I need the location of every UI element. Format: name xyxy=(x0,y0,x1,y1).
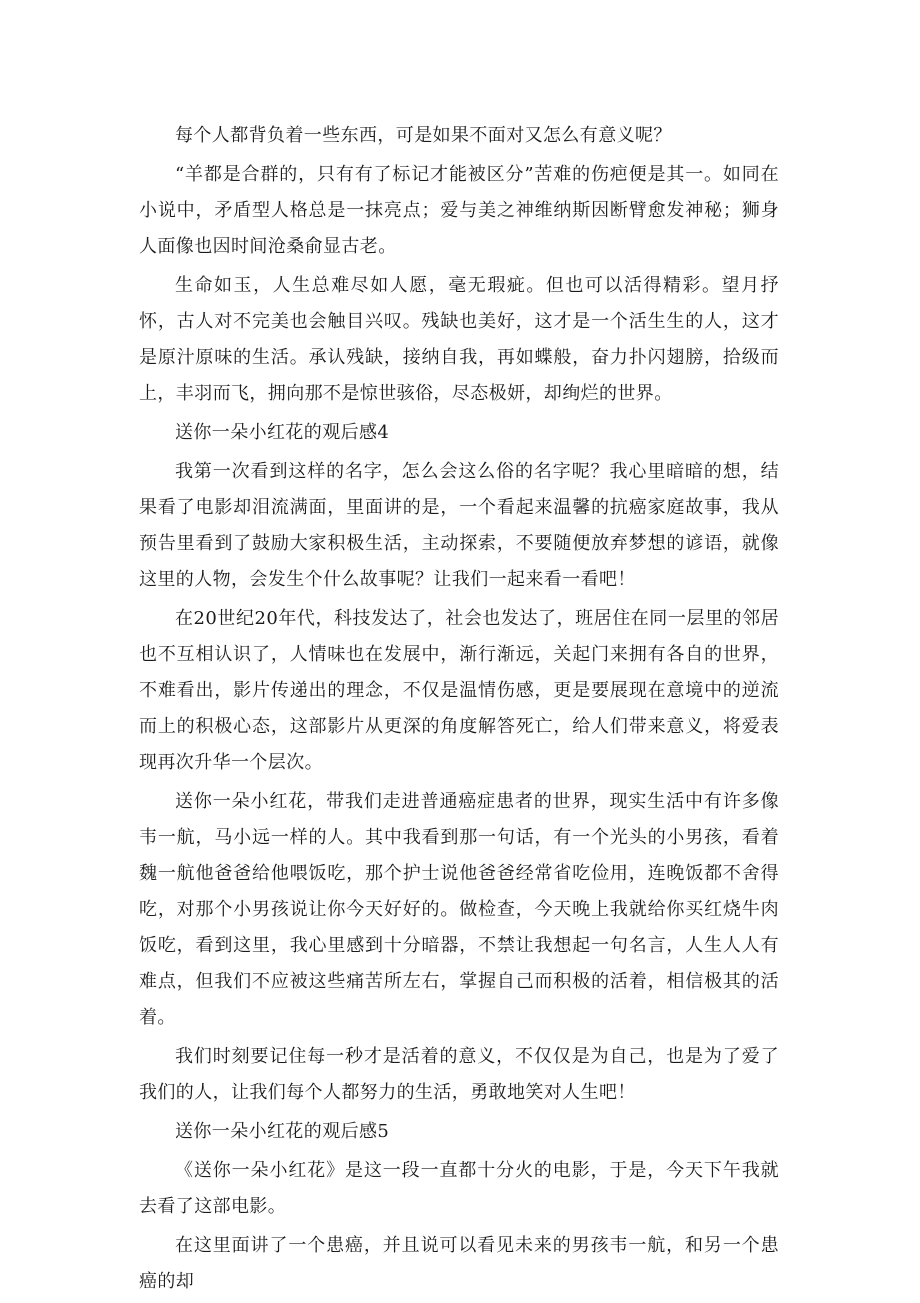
section-heading: 送你一朵小红花的观后感5 xyxy=(175,1121,390,1142)
paragraph: 生命如玉，人生总难尽如人愿，毫无瑕疵。但也可以活得精彩。望月抒怀，古人对不完美也会触目兴叹。残缺也美好，这才是一个活生生的人，这才是原汁原味的生活。承认残缺，接纳自我，再如蝶般，奋力扑闪翅膀，拾级而上，丰羽而飞，拥向那不是惊世骇俗，尽态极妍，却绚烂的世界。 xyxy=(139,275,779,404)
paragraph: 每个人都背负着一些东西，可是如果不面对又怎么有意义呢？ xyxy=(175,125,672,146)
paragraph: 在20世纪20年代，科技发达了，社会也发达了，班居住在同一层里的邻居也不互相认识了，人情味也在发展中，渐行渐远，关起门来拥有各自的世界，不难看出，影片传递出的理念，不仅是温情伤感，更是要展现在意境中的逆流而上的积极心态，这部影片从更深的角度解答死亡，给人们带来意义，将爱表现再次升华一个层次。 xyxy=(139,608,779,773)
paragraph: 我第一次看到这样的名字，怎么会这么俗的名字呢？我心里暗暗的想，结果看了电影却泪流满面，里面讲的是，一个看起来温馨的抗癌家庭故事，我从预告里看到了鼓励大家积极生活，主动探索，不要随便放弃梦想的谚语，就像这里的人物，会发生个什么故事呢？让我们一起来看一看吧！ xyxy=(139,461,779,590)
paragraph: 我们时刻要记住每一秒才是活着的意义，不仅仅是为自己，也是为了爱了我们的人，让我们每个人都努力的生活，勇敢地笑对人生吧！ xyxy=(139,1046,779,1103)
document-body xyxy=(139,118,779,1303)
section-heading: 送你一朵小红花的观后感4 xyxy=(175,422,390,443)
paragraph: 在这里面讲了一个患癌，并且说可以看见未来的男孩韦一航，和另一个患癌的却 xyxy=(139,1235,779,1292)
paragraph: 送你一朵小红花，带我们走进普通癌症患者的世界，现实生活中有许多像韦一航，马小远一样的人。其中我看到那一句话，有一个光头的小男孩，看着魏一航他爸爸给他喂饭吃，那个护士说他爸爸经常省吃俭用，连晚饭都不舍得吃，对那个小男孩说让你今天好好的。做检查，今天晚上我就给你买红烧牛肉饭吃，看到这里，我心里感到十分暗器，不禁让我想起一句名言，人生人人有难点，但我们不应被这些痛苦所左右，掌握自己而积极的活着，相信极其的活着。 xyxy=(139,791,779,1028)
paragraph: “羊都是合群的，只有有了标记才能被区分”苦难的伤疤便是其一。如同在小说中，矛盾型人格总是一抹亮点；爱与美之神维纳斯因断臂愈发神秘；狮身人面像也因时间沧桑俞显古老。 xyxy=(139,164,779,257)
paragraph: 《送你一朵小红花》是这一段一直都十分火的电影，于是，今天下午我就去看了这部电影。 xyxy=(139,1160,779,1217)
